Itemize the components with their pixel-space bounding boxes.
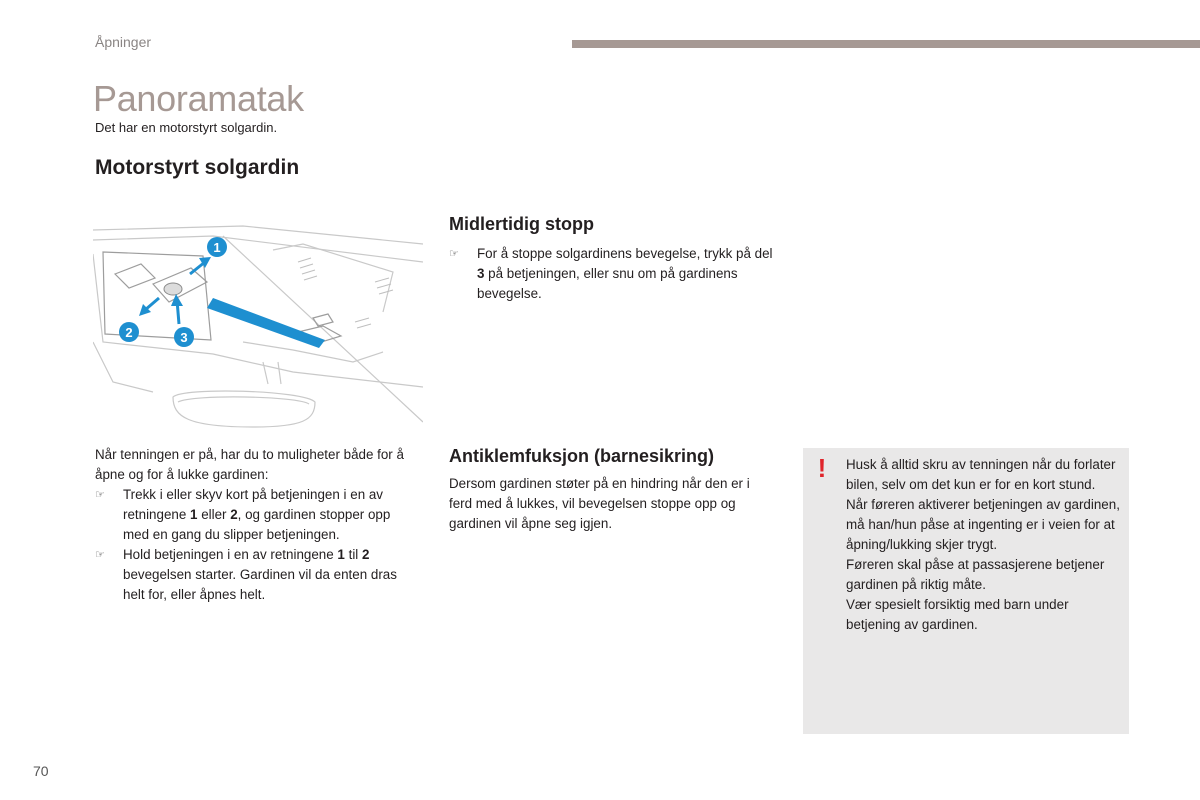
section-title: Motorstyrt solgardin — [95, 156, 300, 179]
callout-1-icon — [207, 237, 227, 257]
antiklemfuksjon-text: Dersom gardinen støter på en hindring når den er i ferd med å lukkes, vil bevegelsen stoppe opp og gardinen vil åpne seg igjen. — [449, 476, 750, 531]
header-bar — [572, 40, 1200, 48]
callout-3-icon — [174, 327, 194, 347]
callout-3-label: 3 — [180, 330, 188, 345]
intro-paragraph: Når tenningen er på, har du to muligheter både for å åpne og for å lukke gardinen: — [95, 447, 404, 482]
section-label: Åpninger — [95, 34, 152, 50]
roof-console-drawing — [93, 222, 423, 437]
pointing-hand-icon: ☞ — [449, 248, 459, 260]
pointing-hand-icon: ☞ — [95, 489, 105, 501]
page-subtitle: Det har en motorstyrt solgardin. — [95, 120, 278, 135]
warning-text: Husk å alltid skru av tenningen når du forlater bilen, selv om det kun er for en kort stund. Når føreren aktiverer betjeningen av gardinen, må han/hun påse at ingenting er i veien for at åpning/lukking skjer trygt. Føreren skal påse at passasjerene betjener gardinen på riktig måte. Vær spesielt forsiktig med barn under betjening av gardinen. — [846, 457, 1120, 632]
callout-1-label: 1 — [213, 240, 221, 255]
list-item: ☞ Hold betjeningen i en av retningene 1 til 2 bevegelsen starter. Gardinen vil da enten dras helt for, eller åpnes helt. — [95, 547, 397, 602]
callout-2-label: 2 — [125, 325, 133, 340]
page-number: 70 — [33, 763, 49, 779]
pointing-hand-icon: ☞ — [95, 549, 105, 561]
list-item: ☞ Trekk i eller skyv kort på betjeningen i en av retningene 1 eller 2, og gardinen stopper opp med en gang du slipper betjeningen. — [95, 487, 391, 542]
warning-exclamation-icon: ! — [817, 453, 827, 483]
left-column-text — [95, 445, 420, 605]
heading-midlertidig-stopp: Midlertidig stopp — [449, 214, 594, 234]
list-item: ☞ For å stoppe solgardinens bevegelse, trykk på del 3 på betjeningen, eller snu om på gardinens bevegelse. — [449, 246, 773, 301]
midlertidig-stopp-text — [449, 244, 779, 304]
heading-antiklemfuksjon: Antiklemfuksjon (barnesikring) — [449, 446, 715, 466]
page-title: Panoramatak — [93, 78, 304, 119]
callout-2-icon — [119, 322, 139, 342]
sunblind-control-illustration — [93, 222, 423, 437]
